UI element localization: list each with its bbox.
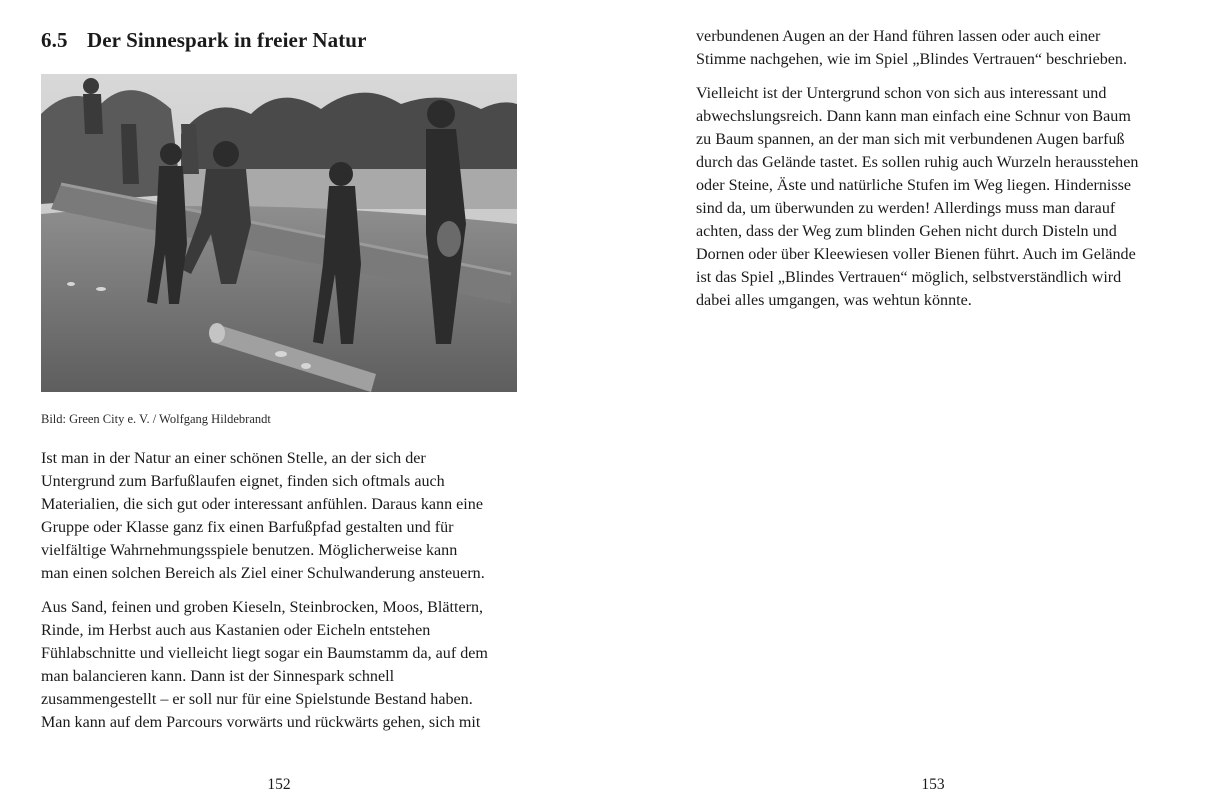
photo-children-balancing-on-log: [41, 74, 517, 392]
text-line: abwechslungsreich. Dann kann man einfach eine Schnur von Baum: [696, 108, 1131, 125]
section-title: Der Sinnespark in freier Natur: [87, 28, 367, 52]
right-body-text: [696, 25, 1176, 323]
text-line: Rinde, im Herbst auch aus Kastanien oder Eicheln entstehen: [41, 622, 431, 639]
text-line: Materialien, die sich gut oder interessant anfühlen. Daraus kann eine: [41, 496, 483, 513]
page-number: 153: [921, 776, 945, 793]
page-number: 152: [267, 776, 291, 793]
text-line: Ist man in der Natur an einer schönen Stelle, an der sich der: [41, 450, 426, 467]
text-line: Gruppe oder Klasse ganz fix einen Barfußpfad gestalten und für: [41, 519, 454, 536]
text-line: Fühlabschnitte und vielleicht liegt sogar ein Baumstamm da, auf dem: [41, 645, 488, 662]
paragraph: [696, 25, 1176, 71]
text-line: Dornen oder über Kleewiesen voller Bienen führt. Auch im Gelände: [696, 246, 1136, 263]
text-line: zu Baum spannen, an der man sich mit verbundenen Augen barfuß: [696, 131, 1125, 148]
text-line: man balancieren kann. Dann ist der Sinnespark schnell: [41, 668, 395, 685]
text-line: oder Steine, Äste und natürliche Stufen im Weg liegen. Hindernisse: [696, 177, 1132, 194]
text-line: verbundenen Augen an der Hand führen lassen oder auch einer: [696, 28, 1101, 45]
text-line: Man kann auf dem Parcours vorwärts und rückwärts gehen, sich mit: [41, 714, 481, 731]
section-heading: [41, 28, 367, 53]
text-line: Vielleicht ist der Untergrund schon von sich aus interessant und: [696, 85, 1107, 102]
text-line: durch das Gelände tastet. Es sollen ruhig auch Wurzeln herausstehen: [696, 154, 1139, 171]
text-line: ist das Spiel „Blindes Vertrauen“ möglich, selbstverständlich wird: [696, 269, 1122, 286]
text-line: man einen solchen Bereich als Ziel einer Schulwanderung ansteuern.: [41, 565, 485, 582]
section-number: 6.5: [41, 28, 68, 52]
text-line: zusammengestellt – er soll nur für eine Spielstunde Bestand haben.: [41, 691, 473, 708]
text-line: dabei alles umgangen, was wehtun könnte.: [696, 292, 972, 309]
photo-caption: Bild: Green City e. V. / Wolfgang Hildebrandt: [41, 412, 271, 426]
text-line: achten, dass der Weg zum blinden Gehen nicht durch Disteln und: [696, 223, 1117, 240]
paragraph: [41, 596, 521, 734]
text-line: Aus Sand, feinen und groben Kieseln, Steinbrocken, Moos, Blättern,: [41, 599, 484, 616]
paragraph: [41, 447, 521, 585]
text-line: vielfältige Wahrnehmungsspiele benutzen. Möglicherweise kann: [41, 542, 458, 559]
left-body-text: [41, 447, 521, 745]
paragraph: [696, 82, 1176, 312]
text-line: sind da, um überwunden zu werden! Allerdings muss man darauf: [696, 200, 1116, 217]
text-line: Untergrund zum Barfußlaufen eignet, finden sich oftmals auch: [41, 473, 445, 490]
text-line: Stimme nachgehen, wie im Spiel „Blindes Vertrauen“ beschrieben.: [696, 51, 1127, 68]
right-page: [603, 0, 1206, 804]
